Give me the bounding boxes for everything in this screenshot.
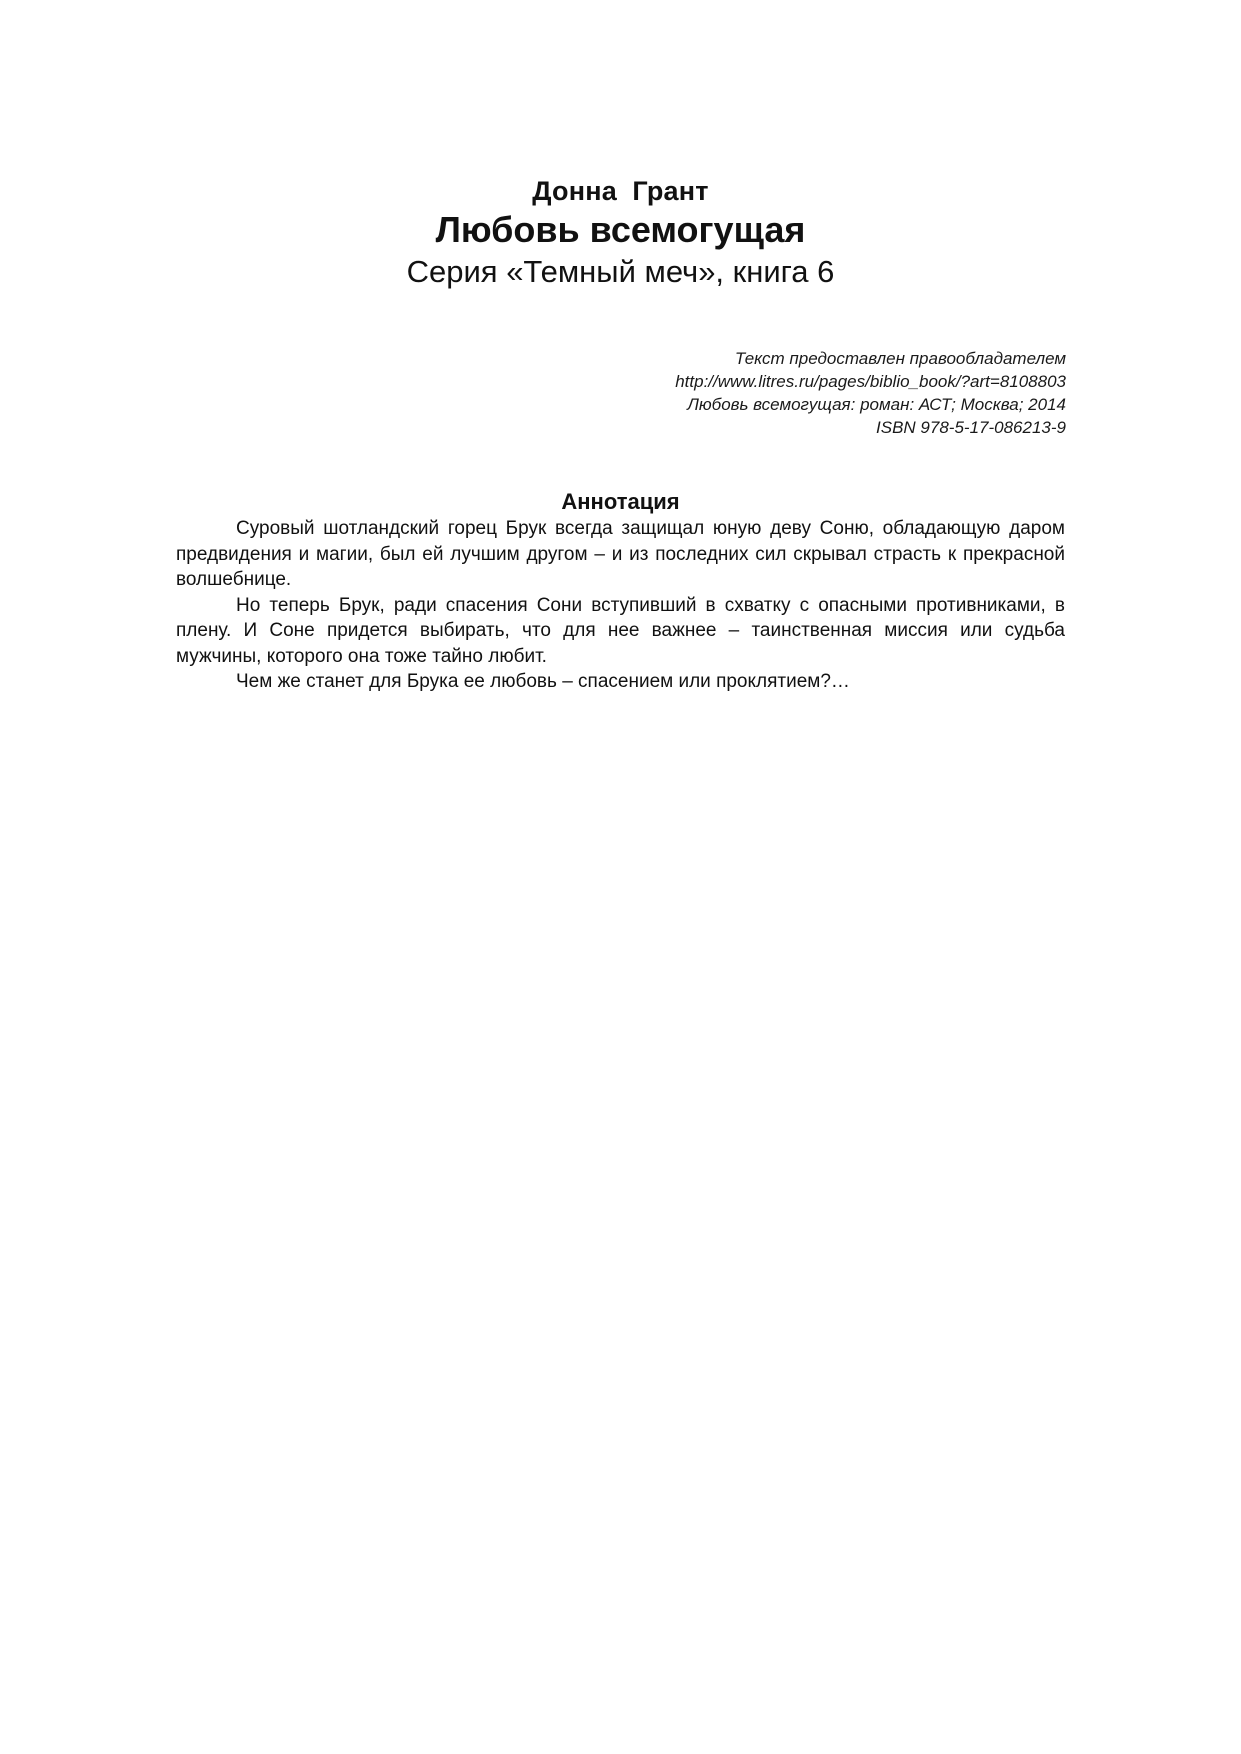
annotation-paragraph: Чем же станет для Брука ее любовь – спасением или проклятием?… — [236, 671, 850, 692]
annotation-heading: Аннотация — [561, 489, 680, 514]
edition-info: Любовь всемогущая: роман: АСТ; Москва; 2014 — [687, 395, 1066, 414]
book-author: Донна Грант — [532, 176, 709, 206]
isbn: ISBN 978-5-17-086213-9 — [876, 418, 1066, 437]
book-title: Любовь всемогущая — [435, 209, 806, 250]
annotation-paragraph: Но теперь Брук, ради спасения Сони вступивший в схватку с опасными противниками, в плену. И Соне придется выбирать, что для нее важнее – таинственная миссия или судьба мужчины, которого она тоже тайно любит. — [176, 594, 1065, 667]
publication-info — [546, 347, 1066, 439]
annotation-paragraph: Суровый шотландский горец Брук всегда защищал юную деву Соню, обладающую даром предвидения и магии, был ей лучшим другом – и из последних сил скрывал страсть к прекрасной волшебнице. — [176, 518, 1065, 590]
annotation-text — [176, 516, 1065, 695]
rights-holder-note: Текст предоставлен правообладателем — [734, 349, 1066, 368]
book-series: Серия «Темный меч», книга 6 — [406, 254, 835, 289]
source-url: http://www.litres.ru/pages/biblio_book/?art=8108803 — [675, 372, 1066, 391]
